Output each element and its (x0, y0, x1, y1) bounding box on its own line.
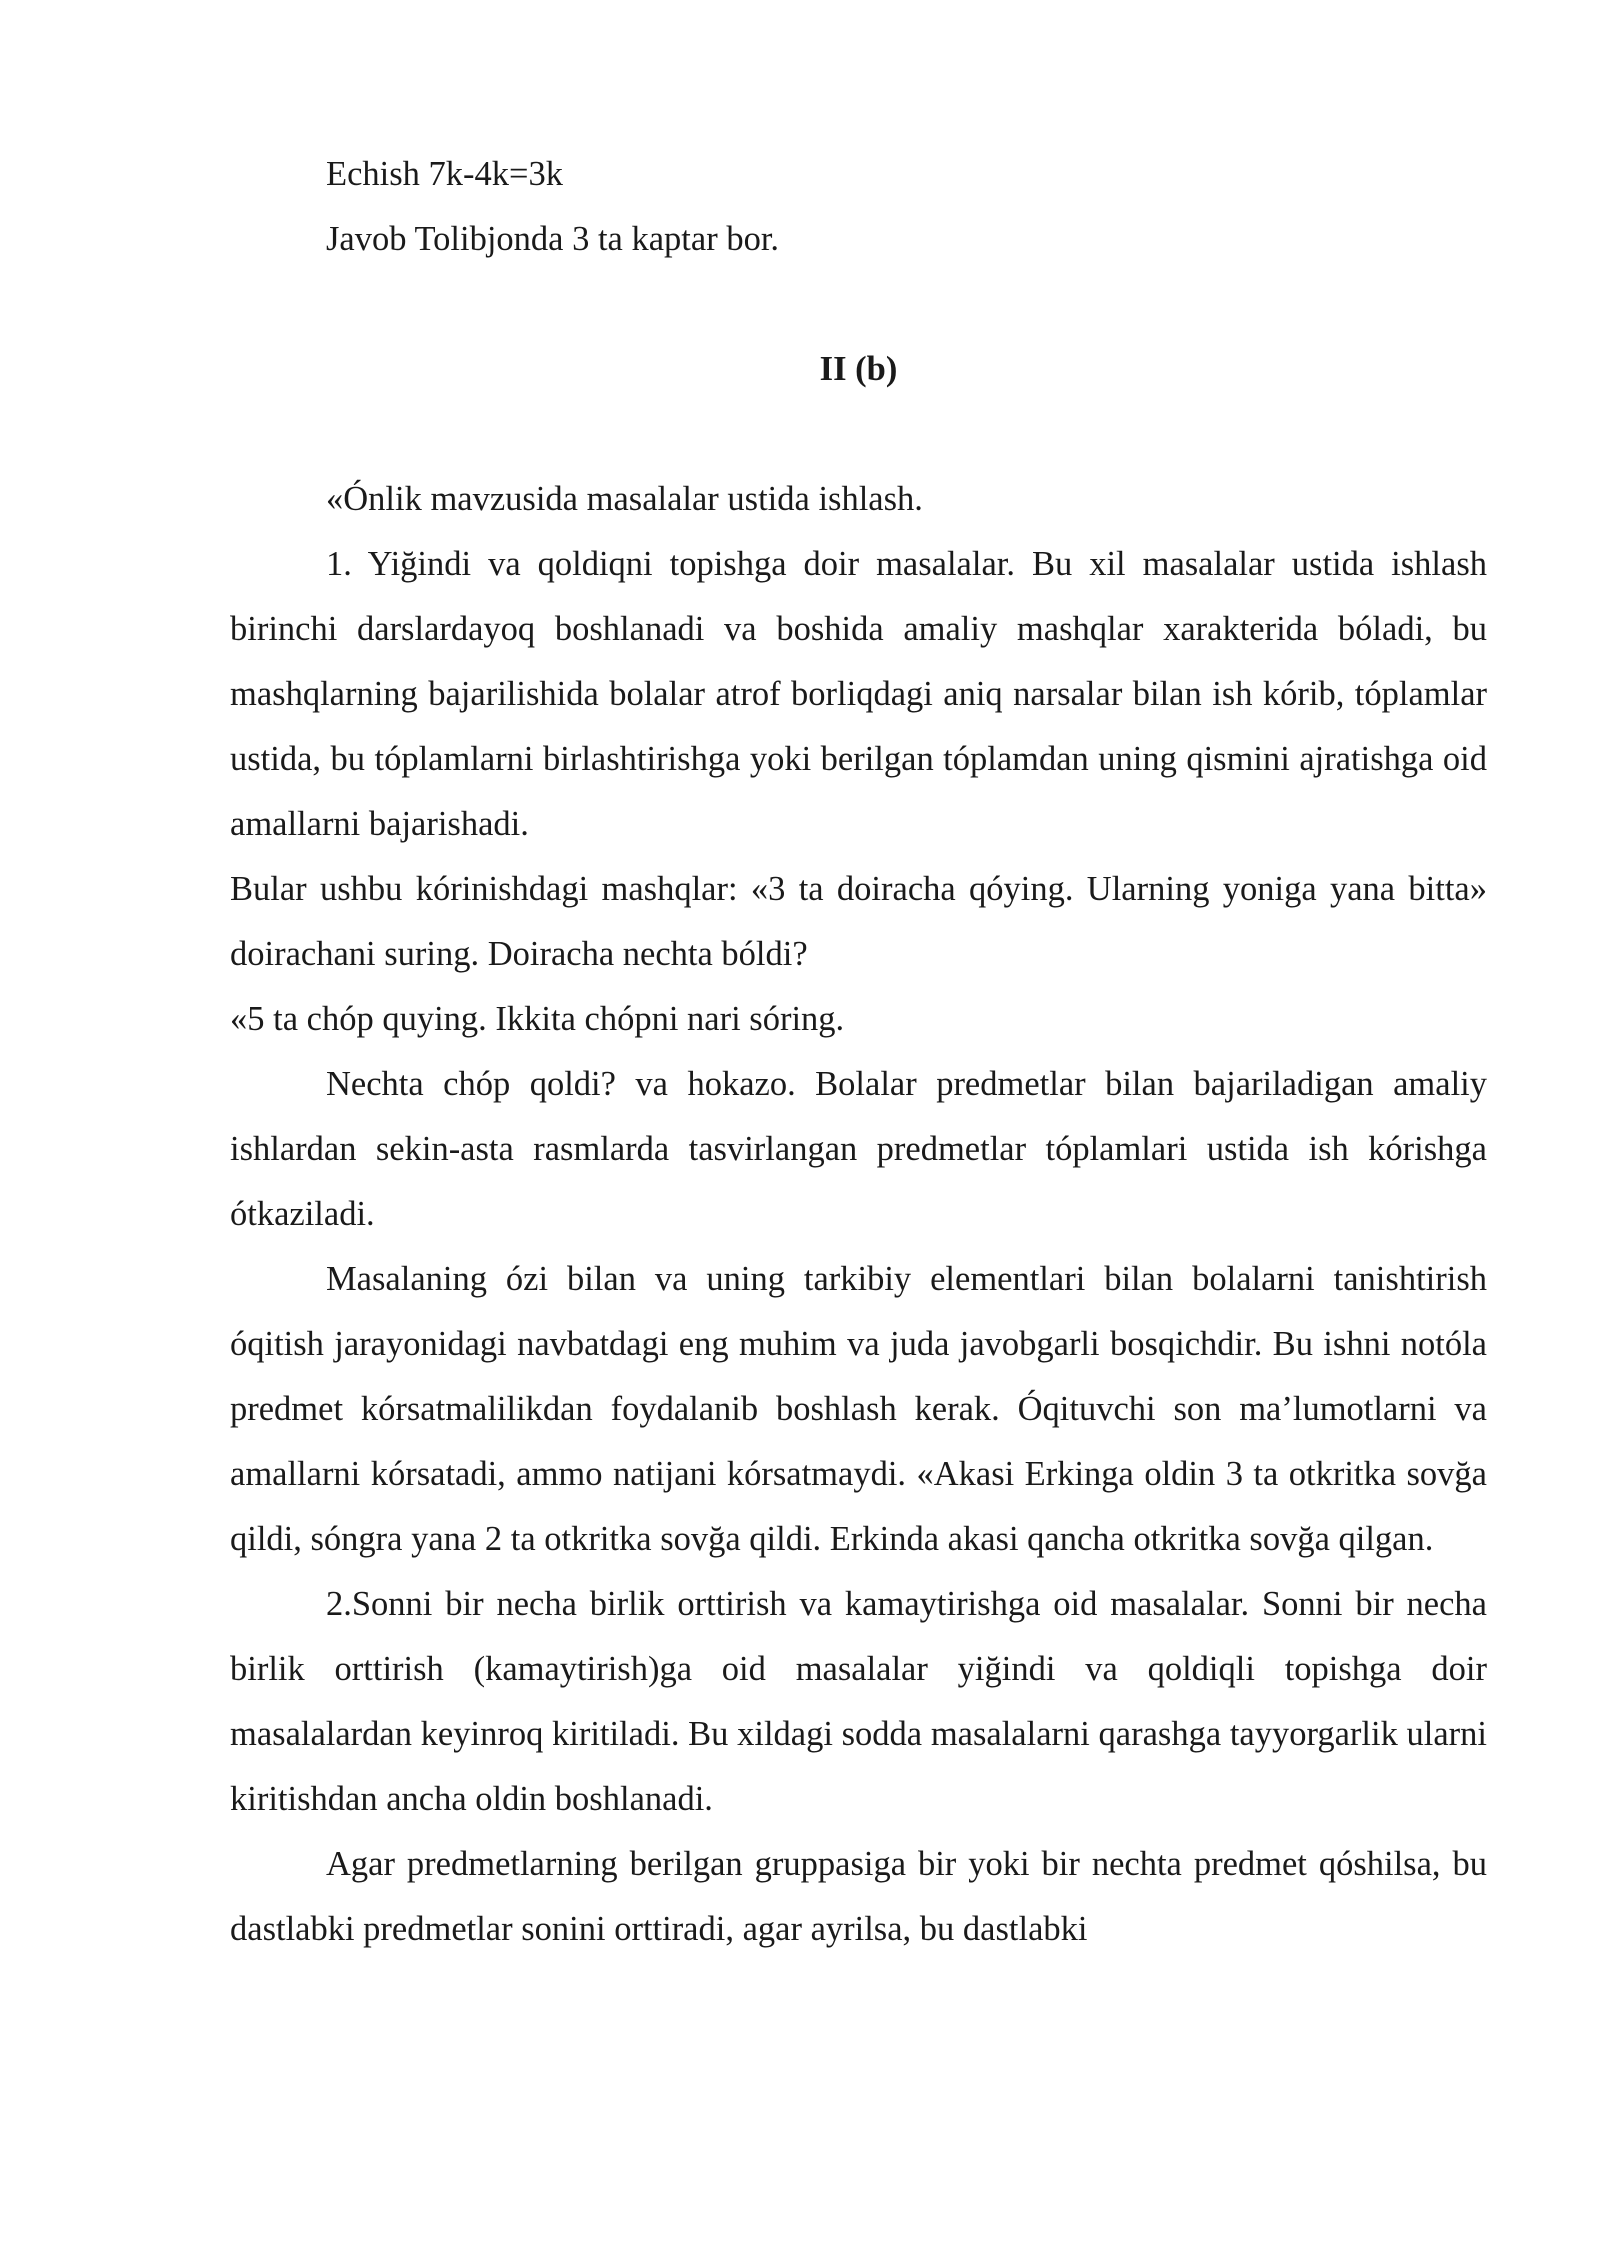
paragraph-introducing-problem: Masalaning ózi bilan va uning tarkibiy elementlari bilan bolalarni tanishtirish óqitish jarayonidagi navbatdagi eng muhim va juda javobgarli bosqichdir. Bu ishni notóla predmet kórsatmalilikdan foydalanib boshlash kerak. Óqituvchi son ma’lumotlarni va amallarni kórsatadi, ammo natijani kórsatmaydi. «Akasi Erkinga oldin 3 ta otkritka sovğa qildi, sóngra yana 2 ta otkritka sovğa qildi. Erkinda akasi qancha otkritka sovğa qilgan. (230, 1260, 1487, 1558)
section-heading: II (b) (819, 350, 898, 388)
paragraph-exercise-sticks: «5 ta chóp quying. Ikkita chópni nari sóring. (230, 1000, 845, 1038)
answer-line: Javob Tolibjonda 3 ta kaptar bor. (326, 220, 780, 258)
solution-line: Echish 7k-4k=3k (326, 155, 563, 193)
paragraph-sum-difference: 1. Yiğindi va qoldiqni topishga doir masalalar. Bu xil masalalar ustida ishlash birinchi darslardayoq boshlanadi va boshida amaliy mashqlar xarakterida bóladi, bu mashqlarning bajarilishida bolalar atrof borliqdagi aniq narsalar bilan ish kórib, tóplamlar ustida, bu tóplamlarni birlashtirishga yoki berilgan tóplamdan uning qismini ajratishga oid amallarni bajarishadi. (230, 545, 1487, 843)
page-content (230, 142, 1487, 1962)
paragraph-topic: «Ónlik mavzusida masalalar ustida ishlash. (326, 480, 923, 518)
paragraph-how-many-left: Nechta chóp qoldi? va hokazo. Bolalar predmetlar bilan bajariladigan amaliy ishlardan sekin-asta rasmlarda tasvirlangan predmetlar tóplamlari ustida ish kórishga ótkaziladi. (230, 1065, 1487, 1233)
paragraph-exercise-circles: Bular ushbu kórinishdagi mashqlar: «3 ta doiracha qóying. Ularning yoniga yana bitta» doirachani suring. Doiracha nechta bóldi? (230, 870, 1487, 973)
body-text (230, 467, 1487, 1962)
paragraph-increase-decrease: 2.Sonni bir necha birlik orttirish va kamaytirishga oid masalalar. Sonni bir necha birlik orttirish (kamaytirish)ga oid masalalar yiğindi va qoldiqli topishga doir masalalardan keyinroq kiritiladi. Bu xildagi sodda masalalarni qarashga tayyorgarlik ularni kiritishdan ancha oldin boshlanadi. (230, 1585, 1487, 1818)
paragraph-group-objects: Agar predmetlarning berilgan gruppasiga bir yoki bir nechta predmet qóshilsa, bu dastlabki predmetlar sonini orttiradi, agar ayrilsa, bu dastlabki (230, 1845, 1487, 1948)
